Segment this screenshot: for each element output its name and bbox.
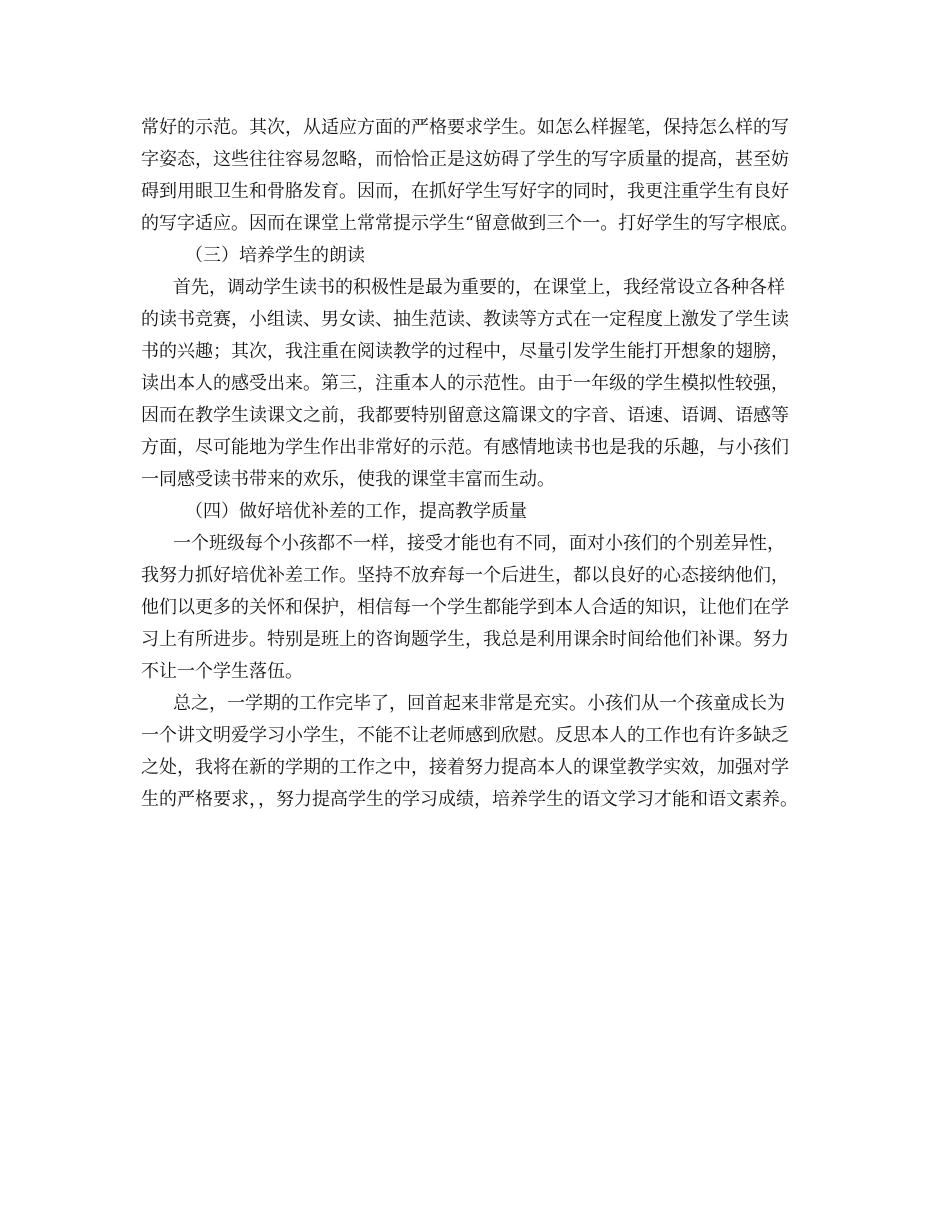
text-line: 常好的示范。其次，从适应方面的严格要求学生。如怎么样握笔，保持怎么样的写 — [141, 117, 789, 138]
paragraph-tutoring — [141, 528, 831, 688]
text-line: 总之，一学期的工作完毕了，回首起来非常是充实。小孩们从一个孩童成长为 — [173, 693, 785, 714]
paragraph-summary — [141, 688, 831, 816]
paragraph-reading — [141, 272, 831, 496]
text-line: 不让一个学生落伍。 — [141, 661, 303, 682]
text-line: 一同感受读书带来的欢乐，使我的课堂丰富而生动。 — [141, 469, 555, 490]
text-line: 的写字适应。因而在课堂上常常提示学生“留意做到三个一。打好学生的写字根底。 — [141, 213, 799, 234]
section-heading-tutoring: （四）做好培优补差的工作，提高教学质量 — [185, 501, 527, 522]
text-line: 方面，尽可能地为学生作出非常好的示范。有感情地读书也是我的乐趣，与小孩们 — [141, 437, 789, 458]
text-line: 一个讲文明爱学习小学生，不能不让老师感到欣慰。反思本人的工作也有许多缺乏 — [141, 725, 789, 746]
text-line: 读出本人的感受出来。第三，注重本人的示范性。由于一年级的学生模拟性较强， — [141, 373, 789, 394]
text-line: 书的兴趣；其次，我注重在阅读教学的过程中，尽量引发学生能打开想象的翅膀， — [141, 341, 789, 362]
text-line: 首先，调动学生读书的积极性是最为重要的，在课堂上，我经常设立各种各样 — [173, 277, 785, 298]
text-line: 之处，我将在新的学期的工作之中，接着努力提高本人的课堂教学实效，加强对学 — [141, 757, 789, 778]
text-line: 习上有所进步。特别是班上的咨询题学生，我总是利用课余时间给他们补课。努力 — [141, 629, 789, 650]
text-line: 因而在教学生读课文之前，我都要特别留意这篇课文的字音、语速、语调、语感等 — [141, 405, 789, 426]
text-line: 我努力抓好培优补差工作。坚持不放弃每一个后进生，都以良好的心态接纳他们， — [141, 565, 789, 586]
text-line: 碍到用眼卫生和骨胳发育。因而，在抓好学生写好字的同时，我更注重学生有良好 — [141, 181, 789, 202]
text-line: 的读书竞赛，小组读、男女读、抽生范读、教读等方式在一定程度上激发了学生读 — [141, 309, 789, 330]
paragraph-continuation — [141, 112, 831, 240]
document-body — [141, 112, 831, 816]
text-line: 他们以更多的关怀和保护，相信每一个学生都能学到本人合适的知识，让他们在学 — [141, 597, 789, 618]
text-line: 生的严格要求，，努力提高学生的学习成绩，培养学生的语文学习才能和语文素养。 — [141, 789, 798, 810]
text-line: 一个班级每个小孩都不一样，接受才能也有不同，面对小孩们的个别差异性， — [173, 533, 785, 554]
text-line: 字姿态，这些往往容易忽略，而恰恰正是这妨碍了学生的写字质量的提高，甚至妨 — [141, 149, 789, 170]
section-heading-reading: （三）培养学生的朗读 — [185, 245, 365, 266]
